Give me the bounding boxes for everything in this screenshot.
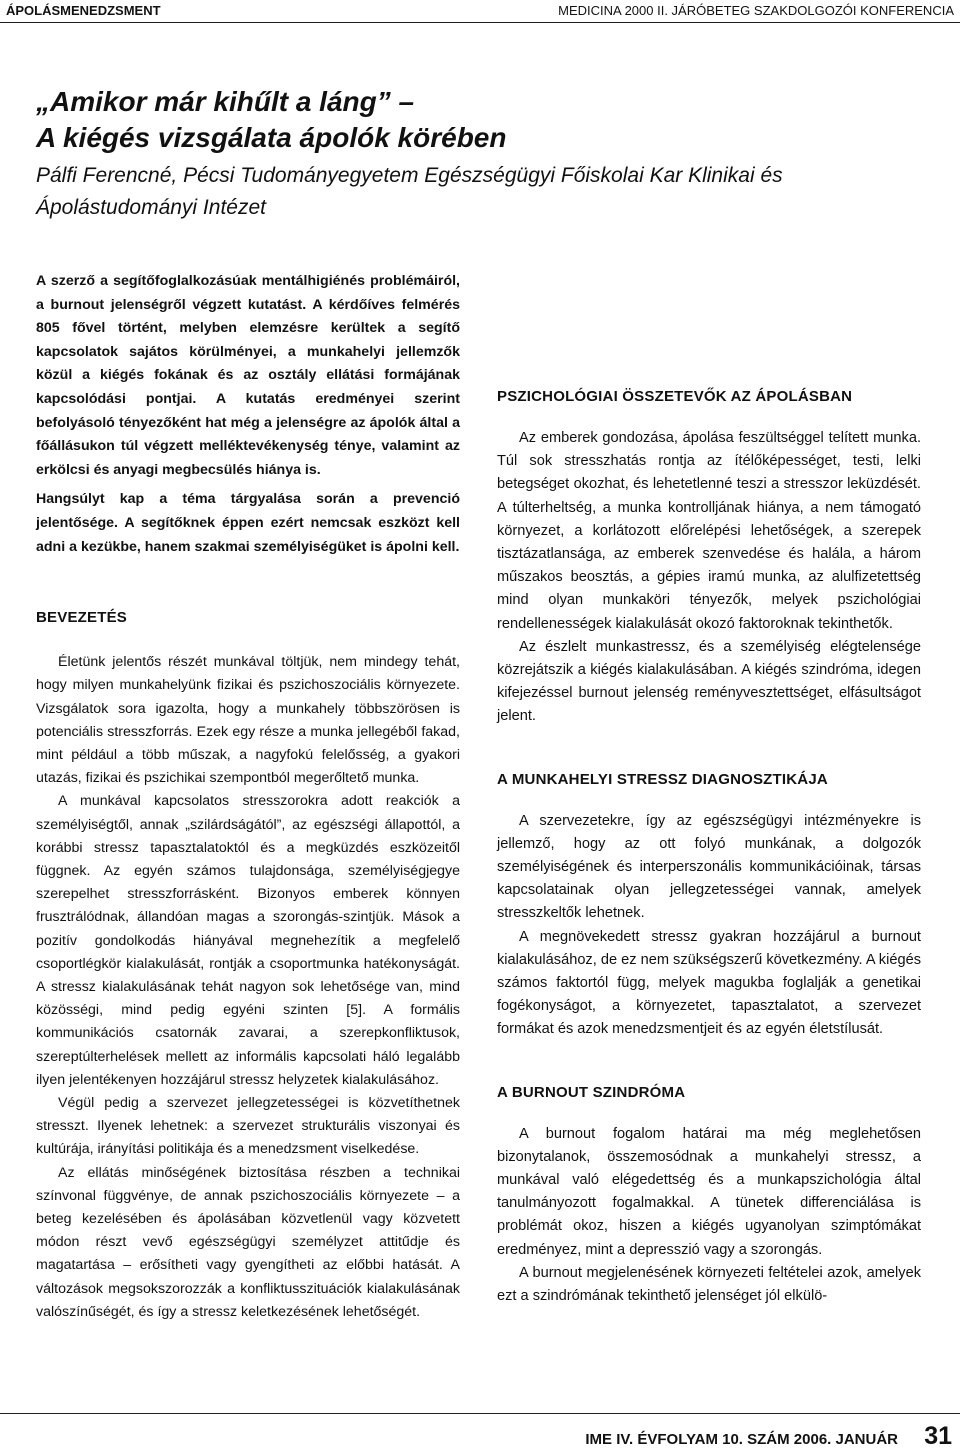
section-heading: A BURNOUT SZINDRÓMA <box>497 1083 686 1101</box>
paragraph: A megnövekedett stressz gyakran hozzájárul a burnout kialakulásához, de ez nem szükségszerű következmény. A kiégés számos faktortól függ, melyek magukba foglalják a genetikai fogékonyságot, a környezetet, tapasztalatot, a szervezet formákat és azok menedzsmentjeit és az egyén életstílusát. <box>497 928 921 1038</box>
footer-rule <box>0 1413 960 1414</box>
section-label: ÁPOLÁSMENEDZSMENT <box>6 3 161 18</box>
paragraph: A burnout fogalom határai ma még meglehetősen bizonytalanok, összemosódnak a munkahelyi stressz, a munkával való elégedettség és a munkapszichológia által tanulmányozott fogalmakkal. A tünetek differenciálása is problémát okoz, hiszen a kiégés ugyanolyan szimptómákat eredményez, mint a depresszió vagy a szorongás. <box>497 1125 921 1258</box>
article-title <box>36 84 936 156</box>
section-heading: A MUNKAHELYI STRESSZ DIAGNOSZTIKÁJA <box>497 770 828 788</box>
page-number: 31 <box>924 1422 952 1450</box>
section-body <box>497 427 921 729</box>
section-heading: PSZICHOLÓGIAI ÖSSZETEVŐK AZ ÁPOLÁSBAN <box>497 388 853 405</box>
header-rule <box>0 22 960 23</box>
section-body <box>36 651 460 1324</box>
abstract-paragraph: A szerző a segítőfoglalkozásúak mentálhigiénés problémáiról, a burnout jelenségről végzett kutatást. A kérdőíves felmérés 805 fővel történt, melyben elemzésre kerültek a segítő kapcsolatok sajátos körülményei, a munkahelyi jellemzők közül a kiégés fokának és az osztály ellátási formájának kapcsolódási pontjai. A kutatás eredményei szerint befolyásoló tényezőként hat még a jelenségre az ápolók által a főállásukon túl végzett melléktevékenység ténye, valamint az erkölcsi és anyagi megbecsülés hiánya is. <box>36 273 460 478</box>
left-column <box>36 270 460 1324</box>
abstract <box>36 270 460 559</box>
paragraph: A munkával kapcsolatos stresszorokra adott reakciók a személyiségtől, annak „szilárdságától”, az egészségi állapottól, a korábbi stressz tapasztalatoktól és a megküzdés eszközeitől függnek. Az egyén számos tulajdonsága, személyiségjegye szerepelhet stresszforrásként. Bizonyos emberek könnyen frusztrálódnak, állandóan magas a szorongás-szintjük. Mások a pozitív gondolkodás hiányával megnehezítik a megfelelő csoportlégkör kialakulását, rontják a csoportmunka hatékonyságát. A stressz kialakulásának tehát nagyon sok lehetősége van, mind közösségi, mind pedig egyéni szinten [5]. A formális kommunikációs csatornák zavarai, a szerepkonfliktusok, szereptúlterhelések mellett az informális kapcsolati háló legalább ilyen jelentékenyen hozzájárul stressz helyzetek kialakulásához. <box>36 793 460 1088</box>
section-heading: BEVEZETÉS <box>36 609 127 627</box>
paragraph: A szervezetekre, így az egészségügyi intézményekre is jellemző, hogy az ott folyó munkának, a dolgozók személyiségének és interperszonális kommunikációinak, társas kapcsolatainak olyan jellegzetességei vannak, amelyek stresszkeltők lehetnek. <box>497 812 921 922</box>
abstract-paragraph: Hangsúlyt kap a téma tárgyalása során a prevenció jelentősége. A segítőknek éppen ezért nemcsak eszközt kell adni a kezükbe, hanem szakmai személyiségüket is ápolni kell. <box>36 491 460 555</box>
section-body <box>497 1123 921 1309</box>
journal-issue: IME IV. ÉVFOLYAM 10. SZÁM 2006. JANUÁR <box>585 1431 898 1448</box>
paragraph: Az észlelt munkastressz, és a személyiség elégtelensége közrejátszik a kiégés kialakulásában. A kiégés szindróma, idegen kifejezéssel burnout jelenség reményvesztettséget, elfásultságot jelent. <box>497 638 921 725</box>
author-affiliation: Pálfi Ferencné, Pécsi Tudományegyetem Egészségügyi Főiskolai Kar Klinikai és Ápolástudományi Intézet <box>36 164 783 219</box>
paragraph: Életünk jelentős részét munkával töltjük, nem mindegy tehát, hogy milyen munkahelyünk fizikai és pszichoszociális környezete. Vizsgálatok sora igazolta, hogy a munkahely többszörösen is potenciális stresszforrás. Ezek egy része a munka jellegéből fakad, mint például a több műszak, a nagyfokú felelősség, a gyakori utazás, fizikai és pszichikai szempontból megerőltető munka. <box>36 654 460 787</box>
paragraph: Az ellátás minőségének biztosítása részben a technikai színvonal függvénye, de annak pszichoszociális környezete – a beteg kezelésében és ápolásában közvetlenül vagy közvetett módon részt vevő egészségügyi személyzet attitűdje és magatartása – erősítheti vagy gyengítheti az előbbi hatását. A változások megsokszorozzák a konfliktusszituációk kialakulásának valószínűségét, és így a stressz keletkezésének lehetőségét. <box>36 1164 460 1320</box>
paragraph: A burnout megjelenésének környezeti feltételei azok, amelyek ezt a szindrómának tekinthető jelenséget jól elkülö- <box>497 1264 921 1305</box>
section-body <box>497 810 921 1042</box>
paragraph: Végül pedig a szervezet jellegzetességei is közvetíthetnek stresszt. Ilyenek lehetnek: a szervezet strukturális viszonyai és kultúrája, irányítási politikája és a menedzsment viselkedése. <box>36 1094 460 1158</box>
title-line-1: „Amikor már kihűlt a láng” – <box>36 86 415 117</box>
right-column-content <box>497 388 921 1308</box>
running-header <box>0 0 960 20</box>
title-line-2: A kiégés vizsgálata ápolók körében <box>36 122 507 153</box>
paragraph: Az emberek gondozása, ápolása feszültséggel telített munka. Túl sok stresszhatás rontja az ítélőképességet, testi, lelki betegséget okozhat, és lehetetlenné teszi a stresszor leküzdését. A túlterheltség, a munka kontrolljának hiánya, a nem támogató környezet, a korlátozott előrelépési lehetőségek, a szerepek tisztázatlansága, az emberek szenvedése és halála, a három műszakos beosztás, a gépies iramú munka, az alulfizetettség mind olyan munkaköri tényezők, melyek pszichológiai rendellenességek kialakulását okozó faktoroknak tekinthetők. <box>497 430 921 632</box>
conference-label: MEDICINA 2000 II. JÁRÓBETEG SZAKDOLGOZÓI KONFERENCIA <box>558 3 954 18</box>
